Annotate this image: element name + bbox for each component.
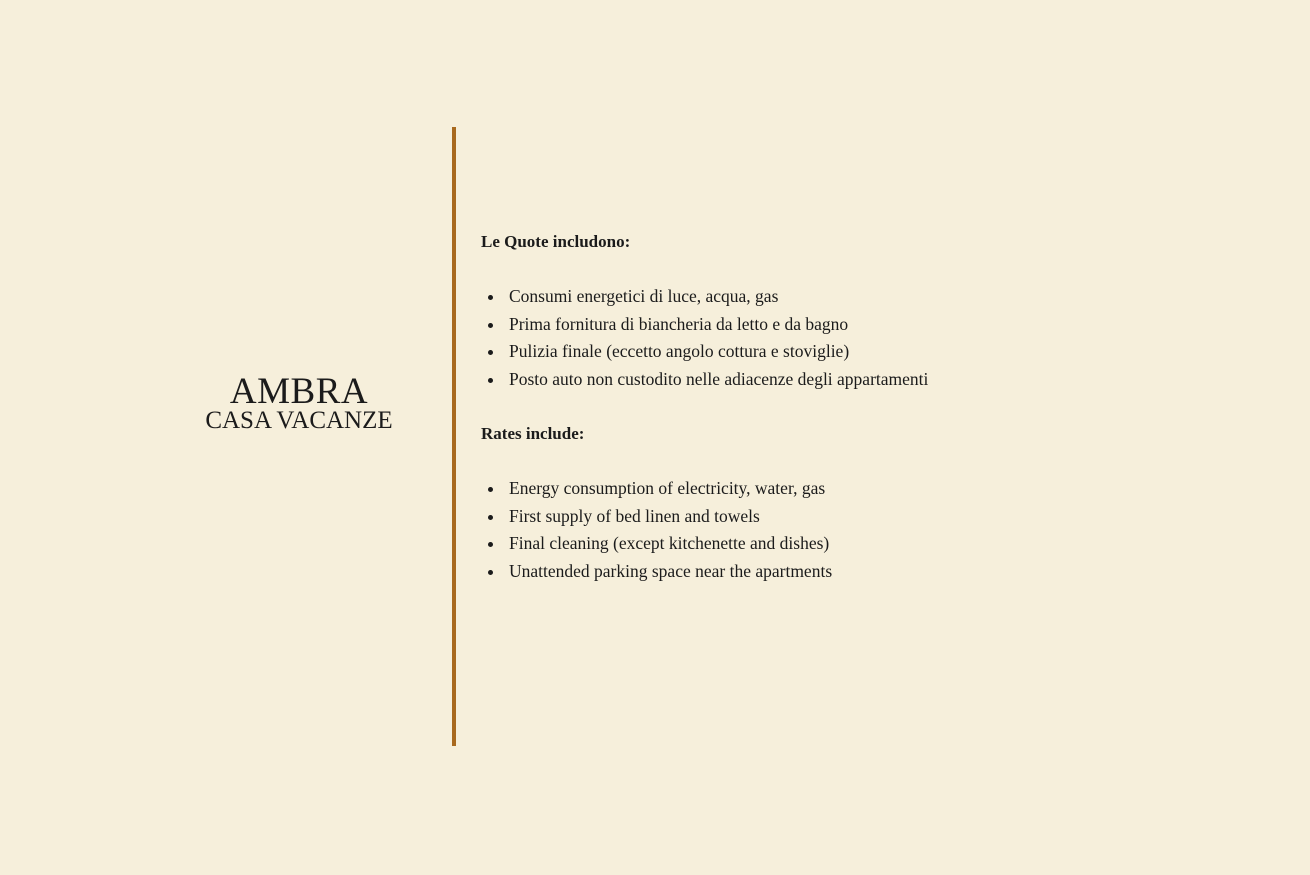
brand-subtitle: CASA VACANZE [205, 407, 393, 434]
list-item [481, 503, 1241, 531]
included-list-italian [481, 283, 1241, 393]
list-item-text: Energy consumption of electricity, water, gas [509, 478, 826, 498]
bullet-icon [488, 378, 493, 383]
list-item-text: Final cleaning (except kitchenette and dishes) [509, 533, 830, 553]
bullet-icon [488, 542, 493, 547]
list-item [481, 558, 1241, 586]
list-item-text: Pulizia finale (eccetto angolo cottura e stoviglie) [509, 341, 850, 361]
list-item-text: First supply of bed linen and towels [509, 505, 760, 526]
section-spacer [481, 393, 1241, 420]
brand-logo [160, 372, 438, 434]
bullet-icon [488, 515, 493, 520]
bullet-icon [488, 323, 493, 328]
rates-content [481, 228, 1241, 585]
list-item [481, 366, 1241, 394]
list-item-text: Prima fornitura di biancheria da letto e da bagno [509, 313, 849, 334]
section-title-italian: Le Quote includono: [481, 232, 631, 251]
list-item-text: Posto auto non custodito nelle adiacenze degli appartamenti [509, 368, 929, 389]
list-item-text: Unattended parking space near the apartments [509, 560, 833, 581]
list-item [481, 283, 1241, 311]
list-item-text: Consumi energetici di luce, acqua, gas [509, 286, 779, 306]
list-item [481, 530, 1241, 558]
bullet-icon [488, 487, 493, 492]
bullet-icon [488, 570, 493, 575]
list-item [481, 338, 1241, 366]
bullet-icon [488, 350, 493, 355]
list-item [481, 475, 1241, 503]
vertical-divider [452, 127, 456, 746]
bullet-icon [488, 295, 493, 300]
list-item [481, 311, 1241, 339]
section-title-english: Rates include: [481, 424, 585, 443]
brand-name: AMBRA [229, 371, 369, 412]
included-list-english [481, 475, 1241, 585]
